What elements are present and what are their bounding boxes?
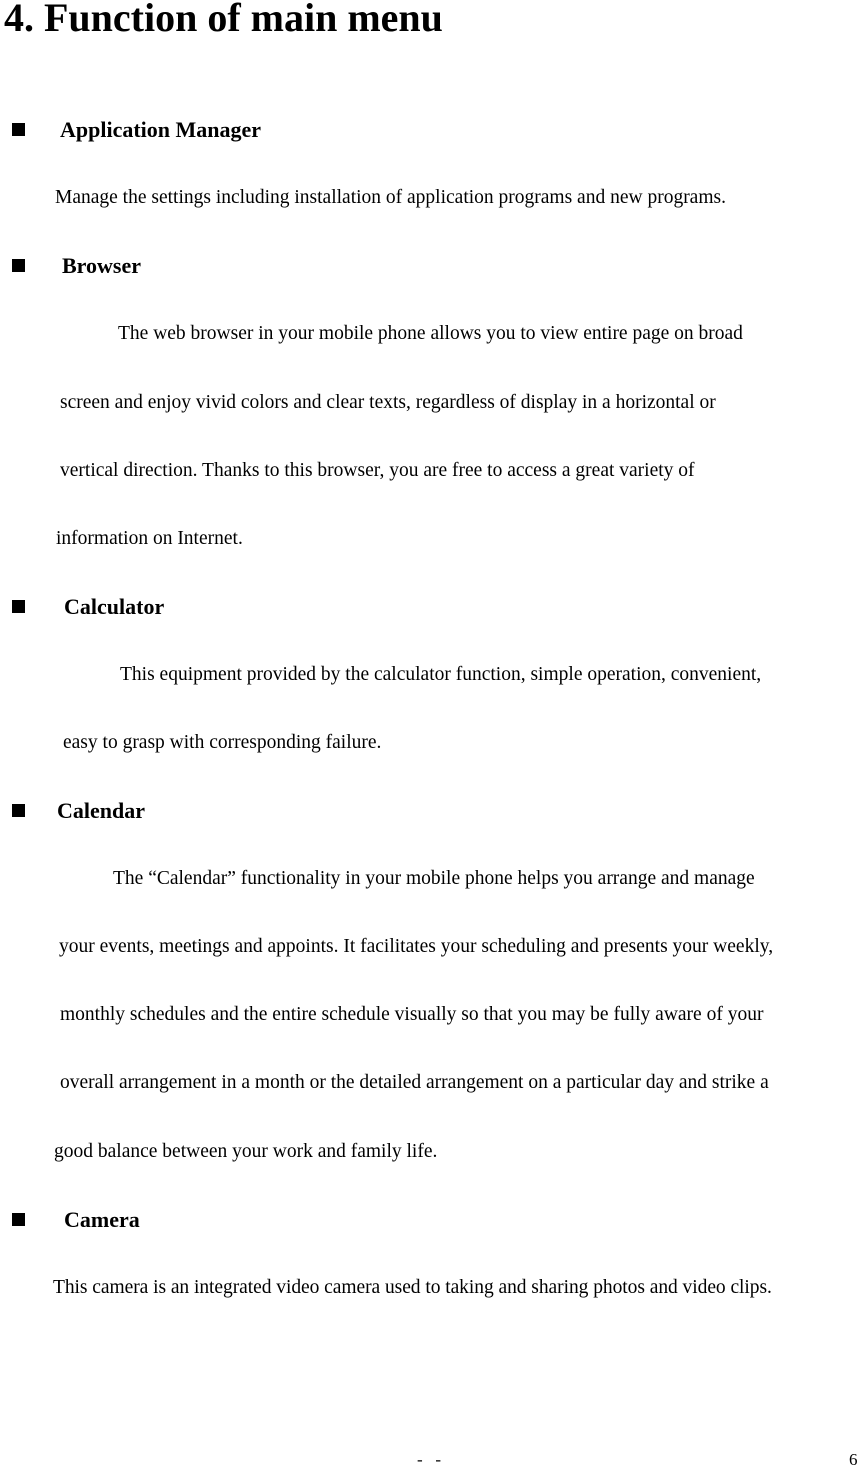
section-heading-application-manager: Application Manager [60,117,262,142]
section-heading-browser: Browser [62,253,142,278]
section-text-line: The “Calendar” functionality in your mobile phone helps you arrange and manage [113,868,755,889]
bullet-square-icon [12,804,25,817]
section-heading-camera: Camera [64,1207,140,1232]
section-text-line: The web browser in your mobile phone allows you to view entire page on broad [118,323,743,344]
section-text-line: easy to grasp with corresponding failure. [63,732,382,753]
section-text-line: your events, meetings and appoints. It facilitates your scheduling and presents your weekly, [59,936,774,957]
page-footer-dashes: - - [417,1450,442,1469]
bullet-square-icon [12,1213,25,1226]
section-heading-calculator: Calculator [64,594,165,619]
page-number: 6 [849,1450,858,1469]
section-text-line: information on Internet. [56,528,243,549]
bullet-square-icon [12,259,25,272]
section-text-line: Manage the settings including installation of application programs and new programs. [55,187,726,208]
page-title: 4. Function of main menu [4,0,443,40]
section-text-line: good balance between your work and family life. [54,1141,438,1162]
section-text-line: overall arrangement in a month or the detailed arrangement on a particular day and strike a [60,1072,769,1093]
section-text-line: This equipment provided by the calculator function, simple operation, convenient, [120,664,762,685]
section-text-line: screen and enjoy vivid colors and clear texts, regardless of display in a horizontal or [60,392,716,413]
section-text-line: vertical direction. Thanks to this browser, you are free to access a great variety of [60,460,695,481]
section-text-line: monthly schedules and the entire schedule visually so that you may be fully aware of your [60,1004,764,1025]
bullet-square-icon [12,123,25,136]
section-text-line: This camera is an integrated video camera used to taking and sharing photos and video clips. [53,1277,772,1298]
section-heading-calendar: Calendar [57,798,145,823]
bullet-square-icon [12,600,25,613]
